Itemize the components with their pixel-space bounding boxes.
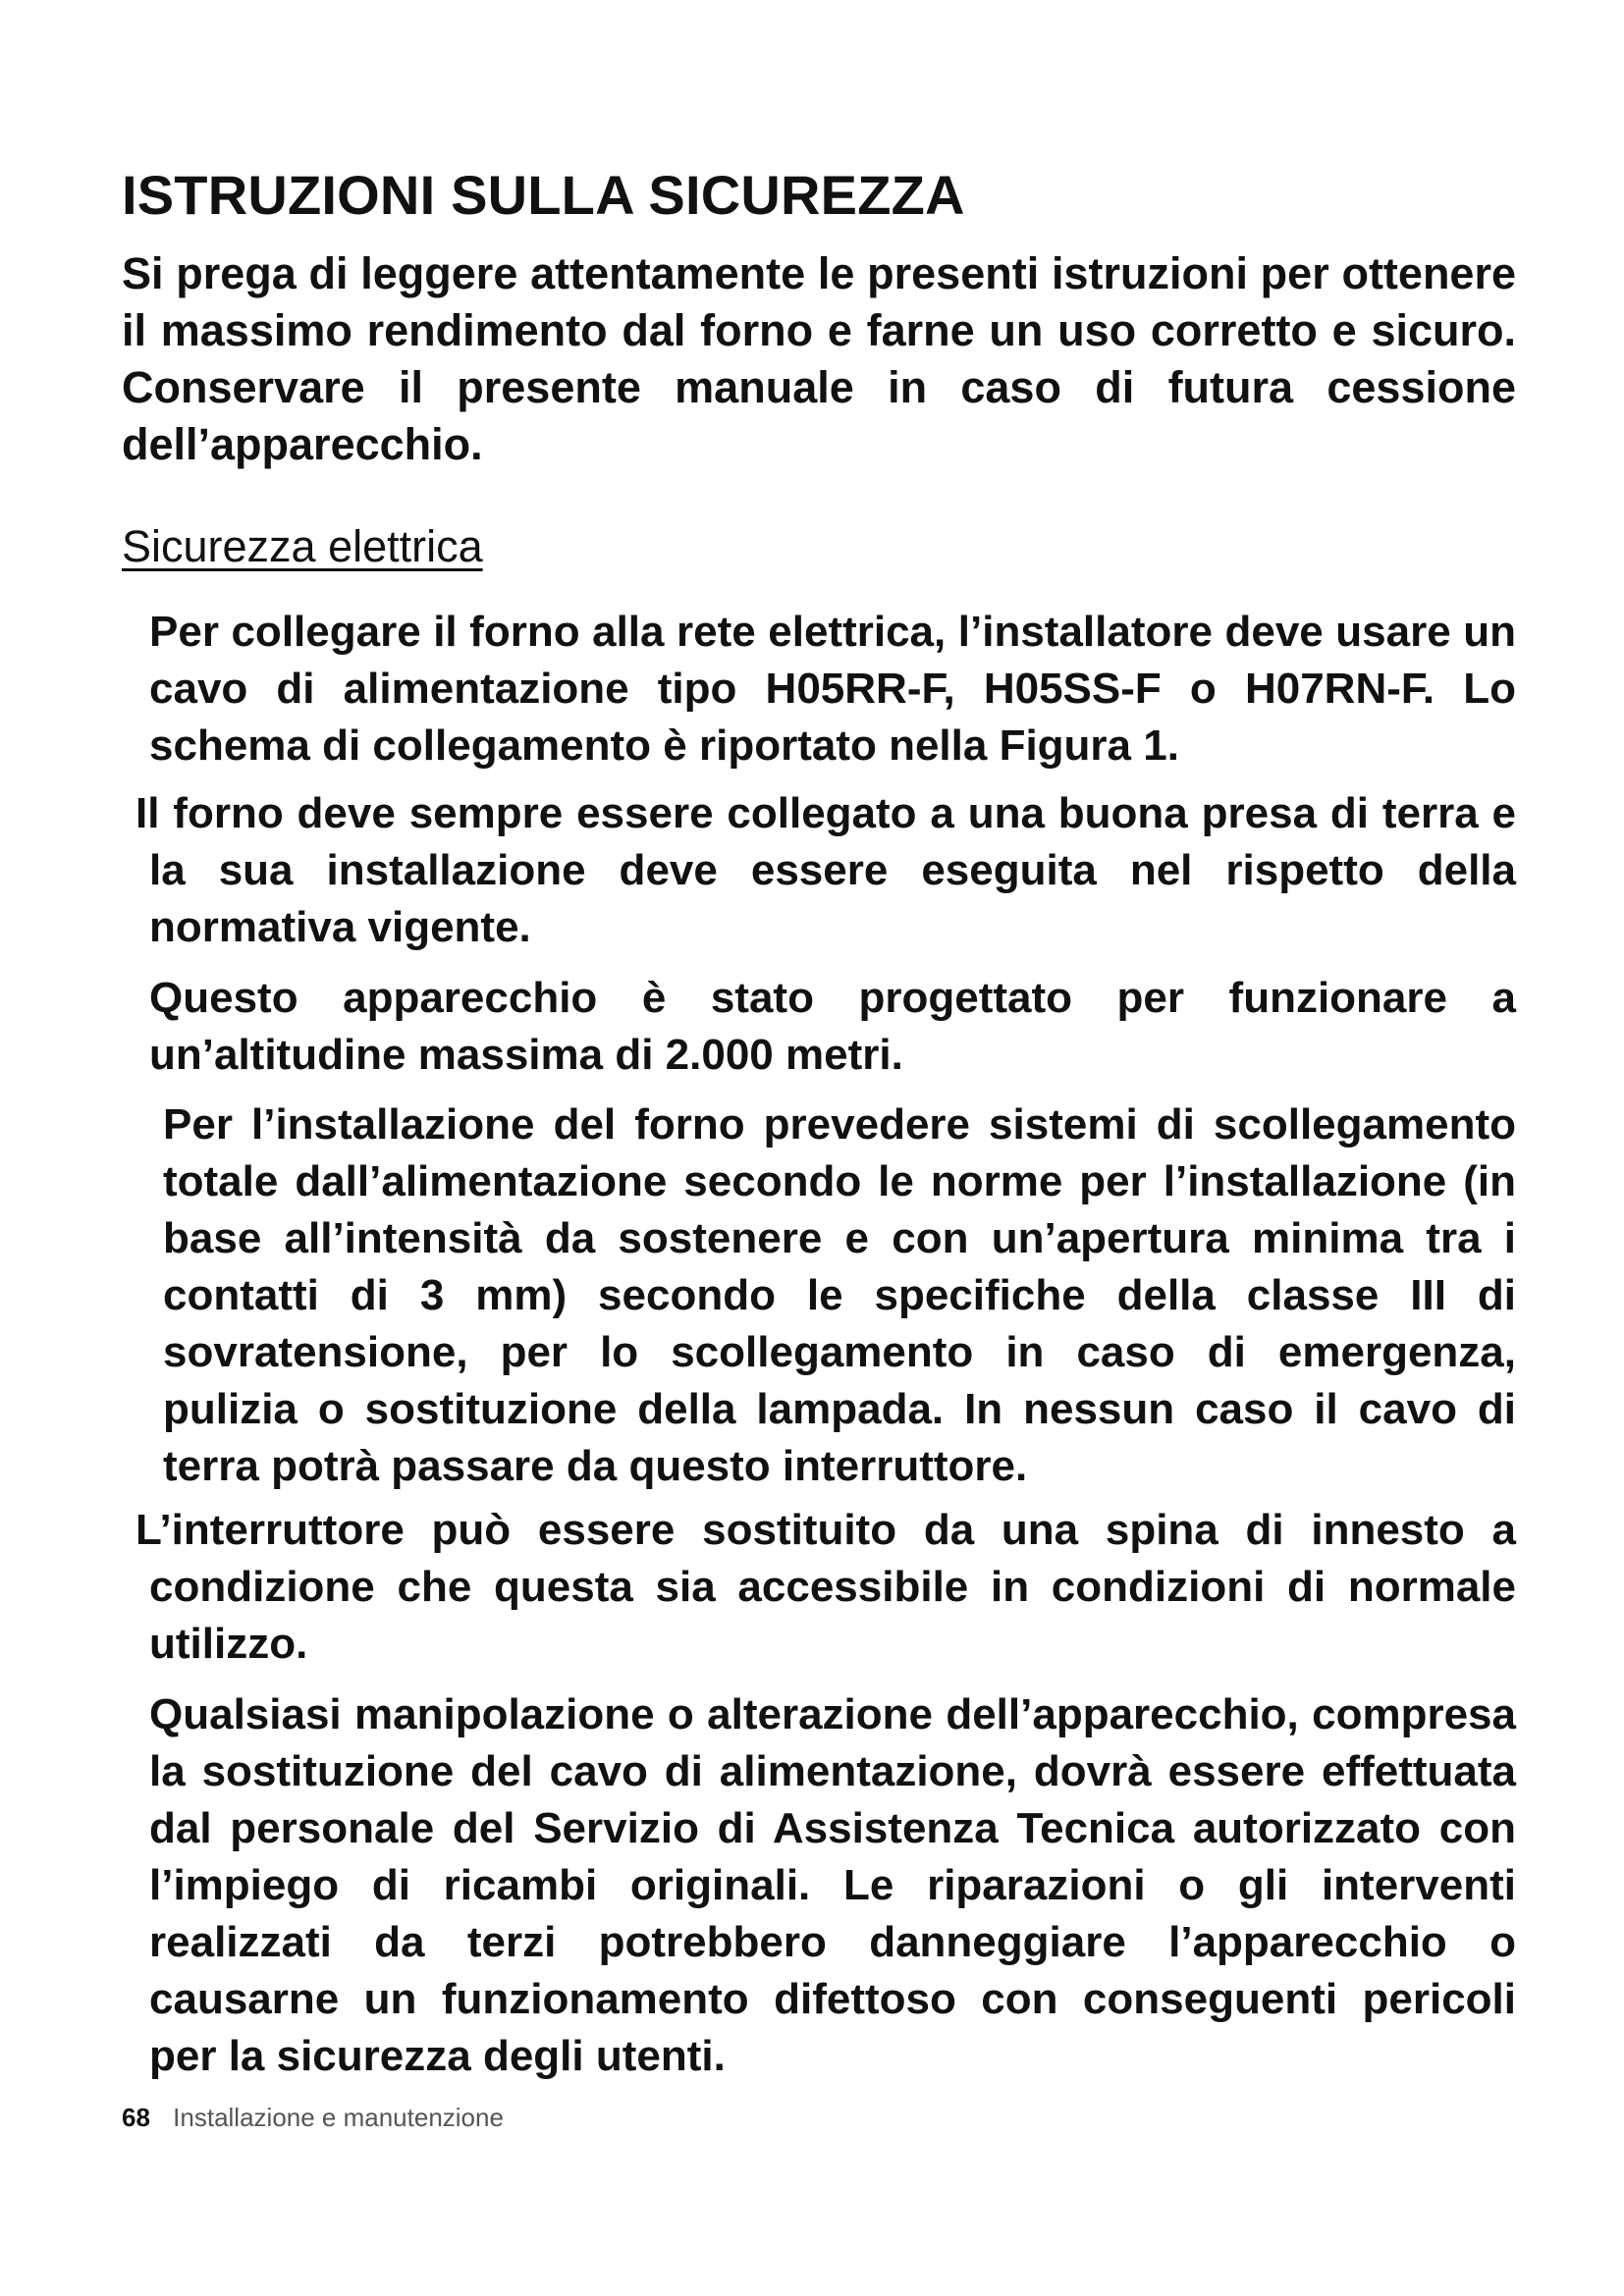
paragraph-altitude: Questo apparecchio è stato progettato per funzionare a un’altitudine massima di 2.000 metri.: [149, 974, 1516, 1079]
paragraph-grounding: Il forno deve sempre essere collegato a una buona presa di terra e la sua installazione deve essere eseguita nel rispetto della normativa vigente.: [135, 789, 1516, 951]
page-title: ISTRUZIONI SULLA SICUREZZA: [122, 164, 965, 226]
paragraph-disconnection: Per l’installazione del forno prevedere sistemi di scollegamento totale dall’alimentazione secondo le norme per l’installazione (in base all’intensità da sostenere e con un’apertura minima tra i contatti di 3 mm) secondo le specifiche della classe III di sovratensione, per lo scollegamento in caso di emergenza, pulizia o sostituzione della lampada. In nessun caso il cavo di terra potrà passare da questo interruttore.: [163, 1100, 1516, 1490]
section-heading-electrical-safety: Sicurezza elettrica: [122, 521, 483, 571]
paragraph-authorized-service: Qualsiasi manipolazione o alterazione dell’apparecchio, compresa la sostituzione del cavo di alimentazione, dovrà essere effettuata dal personale del Servizio di Assistenza Tecnica autorizzato con l’impiego di ricambi originali. Le riparazioni o gli interventi realizzati da terzi potrebbero danneggiare l’apparecchio o causarne un funzionamento difettoso con conseguenti pericoli per la sicurezza degli utenti.: [149, 1690, 1516, 2080]
paragraph-power-cable: Per collegare il forno alla rete elettrica, l’installatore deve usare un cavo di alimentazione tipo H05RR-F, H05SS-F o H07RN-F. Lo schema di collegamento è riportato nella Figura 1.: [149, 608, 1516, 770]
intro-paragraph: Si prega di leggere attentamente le presenti istruzioni per ottenere il massimo rendimento dal forno e farne un uso corretto e sicuro. Conservare il presente manuale in caso di futura cessione dell’apparecchio.: [122, 248, 1516, 469]
footer-section-label: Installazione e manutenzione: [173, 2103, 504, 2132]
paragraph-plug: L’interruttore può essere sostituito da una spina di innesto a condizione che questa sia accessibile in condizioni di normale utilizzo.: [135, 1506, 1516, 1668]
page-footer: [122, 2101, 504, 2134]
page-number: 68: [122, 2103, 150, 2132]
